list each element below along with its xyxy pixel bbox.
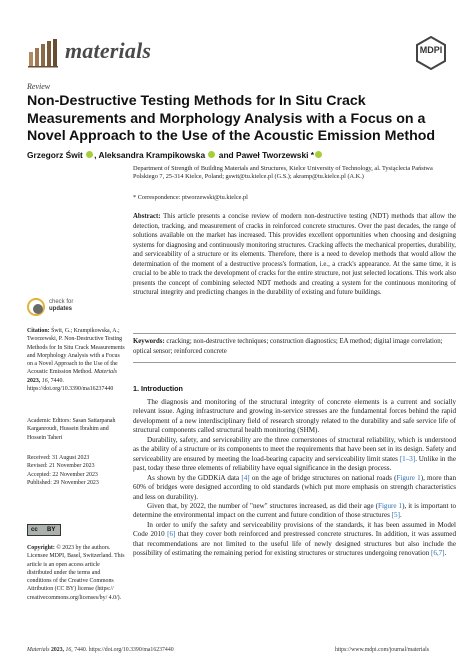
reference-link[interactable]: [1–3]	[399, 454, 416, 463]
check-for-updates-button[interactable]	[27, 297, 87, 319]
author-1[interactable]: Grzegorz Świt	[27, 150, 83, 160]
correspondence: * Correspondence: ptworzewski@tu.kielce.pl	[133, 194, 248, 201]
reference-link[interactable]: [4]	[241, 473, 250, 482]
author-list: Grzegorz Świt , Aleksandra Krampikowska and Paweł Tworzewski *	[27, 150, 323, 160]
orcid-icon[interactable]	[208, 151, 215, 158]
paragraph: Durability, safety, and serviceability are the three cornerstones of structural reliability, which is understood as the ability of a structure or its components to meet the requirements that have been set in its design. Safety and serviceability are ensured by meeting the load-bearing capacity and serviceability limit states [1–3]. Unlike in the past, today these three elements of reliability have equal significance in the design process.	[133, 435, 456, 473]
date-revised: Revised: 21 November 2023	[27, 463, 95, 470]
orcid-icon[interactable]	[315, 151, 322, 158]
citation-text: Świt, G.; Krampikowska, A.; Tworzewski, P. Non-Destructive Testing Methods for In Situ Crack Measurements and Morphology Analysis with a Focus on a Novel Approach to the Use of the Acoustic Emission Method.	[27, 328, 125, 376]
article-title: Non-Destructive Testing Methods for In Situ Crack Measurements and Morphology Analysis with a Focus on a Novel Approach to the Use of the Acoustic Emission Method	[27, 93, 436, 144]
citation-doi[interactable]: 7440. https://doi.org/10.3390/ma16237440	[27, 377, 114, 393]
article-type: Review	[27, 82, 51, 91]
citation-journal: Materials	[94, 369, 118, 376]
divider	[133, 362, 456, 363]
paragraph: The diagnosis and monitoring of the structural integrity of concrete elements is a current and socially relevant issue. Aging infrastructure and growing in-service stresses are the fundamental forces behind the rapid development of a new interdisciplinary field of research strongly related to the durability and safe service life of structural components called structural health monitoring (SHM).	[133, 398, 456, 435]
citation-year: 2023,	[27, 377, 41, 384]
figure-link[interactable]: Figure 1	[378, 501, 403, 510]
mdpi-logo	[414, 36, 448, 70]
copyright-label: Copyright:	[27, 545, 55, 551]
cc-by-license-icon[interactable]	[27, 524, 61, 536]
copyright	[27, 544, 125, 602]
paragraph: Given that, by 2022, the number of "new" structures increased, as did their age (Figure 1), it is important to determine the environmental impact on the current and future condition of those structures [5].	[133, 501, 456, 520]
introduction-body	[133, 398, 456, 559]
academic-editors: Academic Editors: Sasan Sattarpanah Karganroudi, Hussein Ibrahim and Hossein Taheri	[27, 418, 116, 441]
materials-logo-icon	[27, 38, 61, 68]
divider	[133, 333, 456, 334]
footer-journal-url[interactable]: https://www.mdpi.com/journal/materials	[335, 647, 429, 653]
citation-volume: 16,	[41, 377, 50, 384]
paragraph: In order to unify the safety and serviceability provisions of the standards, it has been assumed in Model Code 2010 [6] that they cover both reinforced and prestressed concrete structures. In addition, it was assumed that recommendations are not limited to the useful life of newly designed structures but also include the possibility of estimating the remaining period for existing structures or structures undergoing renovation [6,7].	[133, 520, 456, 558]
date-accepted: Accepted: 22 November 2023	[27, 471, 98, 478]
check-updates-label: check for updates	[49, 299, 74, 312]
citation-label: Citation:	[27, 328, 50, 334]
reference-link[interactable]: [6,7]	[430, 549, 445, 558]
figure-link[interactable]: Figure 1	[396, 473, 421, 482]
cc-label: cc	[31, 527, 38, 533]
abstract-label: Abstract:	[133, 213, 161, 220]
reference-link[interactable]: [5]	[391, 511, 400, 520]
keywords-label: Keywords:	[133, 338, 165, 345]
footer-citation: Materials 2023, 16, 7440. https://doi.org/10.3390/ma16237440	[27, 647, 174, 653]
paragraph: As shown by the GDDKiA data [4] on the age of bridge structures on national roads (Figure 1), more than 60% of bridges were designed according to old standards (which put more emphasis on strength characteristics and less on durability).	[133, 473, 457, 501]
abstract	[133, 212, 456, 298]
cc-by-label: BY	[47, 527, 56, 533]
mdpi-logo-text: MDPI	[419, 45, 443, 55]
date-received: Received: 31 August 2023	[27, 455, 90, 461]
author-3[interactable]: Paweł Tworzewski *	[236, 150, 315, 160]
journal-name: materials	[65, 38, 152, 63]
copyright-text: © 2023 by the authors. Licensee MDPI, Basel, Switzerland. This article is an open access article distributed under the terms and conditions of the Creative Commons Attribution (CC BY) license (https:// creativecommons.org/licenses/by/ 4.0/).	[27, 545, 125, 601]
abstract-text: This article presents a concise review of modern non-destructive testing (NDT) methods that allow the detection, tracking, and measurement of cracks in reinforced concrete structures. Over the past decades, the range of solutions available on the market has increased. This provides excellent opportunities when choosing and designing systems for diagnosing and continuously monitoring structures. Cracking affects the mechanical properties, durability, and serviceability of a structure or its elements. Therefore, there is a need to develop methods that would allow the determination of the moment of a destructive process's formation, i.e., a crack's appearance. At the same time, it is crucial to be able to track the development of cracks for the entire structure, not just selected locations. This work also presents the concept of combining selected NDT methods and creating a system for the continuous monitoring of structural integrity and predicting changes in the durability of existing and future buildings.	[133, 213, 457, 297]
section-heading: 1. Introduction	[133, 384, 183, 393]
citation	[27, 327, 125, 393]
date-published: Published: 29 November 2023	[27, 479, 99, 486]
check-updates-icon	[27, 298, 45, 316]
affiliation: Department of Strength of Building Materials and Structures, Kielce University of Technology, al. Tysiąclecia Państwa Polskiego 7, 25-314 Kielce, Poland; gswit@tu.kielce.pl (G.S.); akramp@tu.kielce.pl (A.K.)	[133, 165, 433, 181]
article-dates	[27, 454, 125, 487]
footer-doi[interactable]: 7440. https://doi.org/10.3390/ma16237440	[74, 647, 174, 653]
keywords-text: cracking; non-destructive techniques; construction diagnostics; EA method; digital image correlation; optical sensor; reinforced concrete	[133, 338, 443, 355]
orcid-icon[interactable]	[86, 151, 93, 158]
reference-link[interactable]: [6]	[167, 530, 176, 539]
author-2[interactable]: Aleksandra Krampikowska	[98, 150, 206, 160]
keywords	[133, 337, 456, 356]
